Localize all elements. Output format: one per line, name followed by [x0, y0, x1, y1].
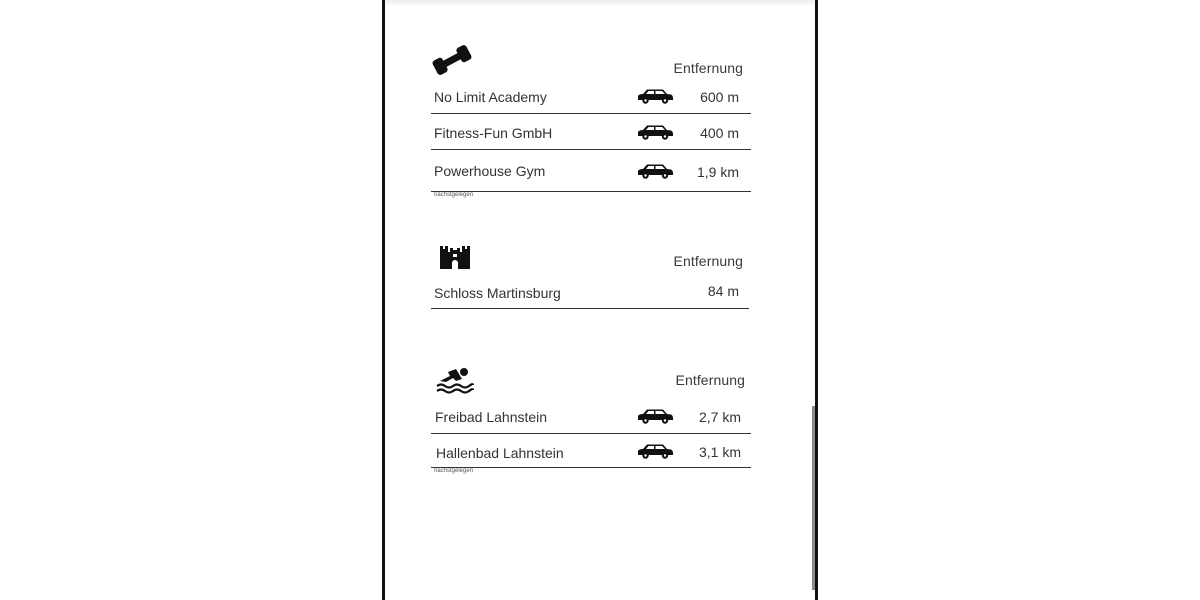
- car-icon: [636, 408, 674, 424]
- table-row[interactable]: [431, 433, 751, 468]
- car-icon: [636, 88, 674, 104]
- distance-value: 3,1 km: [698, 444, 741, 460]
- table-row[interactable]: [431, 77, 751, 114]
- car-icon: [636, 443, 674, 459]
- footnote-nearest: nächstgelegen: [434, 468, 474, 474]
- car-icon: [636, 163, 674, 179]
- swimmer-icon: [436, 366, 474, 394]
- footnote-nearest: nächstgelegen: [434, 192, 474, 198]
- place-name: Hallenbad Lahnstein: [436, 445, 564, 461]
- distance-value: 400 m: [700, 125, 739, 141]
- dumbbell-icon: [431, 44, 473, 76]
- place-name: Schloss Martinsburg: [434, 285, 561, 301]
- place-name: Freibad Lahnstein: [435, 409, 548, 425]
- car-icon: [636, 124, 674, 140]
- section-fitness: [431, 40, 751, 205]
- table-row[interactable]: [431, 149, 751, 192]
- table-row[interactable]: [431, 271, 749, 309]
- place-name: No Limit Academy: [434, 89, 547, 105]
- distance-header: Entfernung: [675, 372, 745, 388]
- section-castle: [431, 240, 751, 310]
- distance-header: Entfernung: [673, 253, 743, 269]
- distance-header: Entfernung: [673, 60, 743, 76]
- place-name: Powerhouse Gym: [434, 163, 546, 179]
- scrollbar[interactable]: [812, 406, 815, 590]
- distance-value: 84 m: [707, 283, 739, 299]
- table-row[interactable]: [431, 397, 751, 434]
- distance-value: 1,9 km: [696, 164, 739, 180]
- castle-icon: [439, 245, 471, 269]
- top-shadow: [385, 0, 815, 6]
- distance-value: 600 m: [700, 89, 739, 105]
- section-swimming: [431, 364, 751, 479]
- place-name: Fitness-Fun GmbH: [434, 125, 553, 141]
- phone-screen: [382, 0, 818, 600]
- distance-value: 2,7 km: [698, 409, 741, 425]
- table-row[interactable]: [431, 113, 751, 150]
